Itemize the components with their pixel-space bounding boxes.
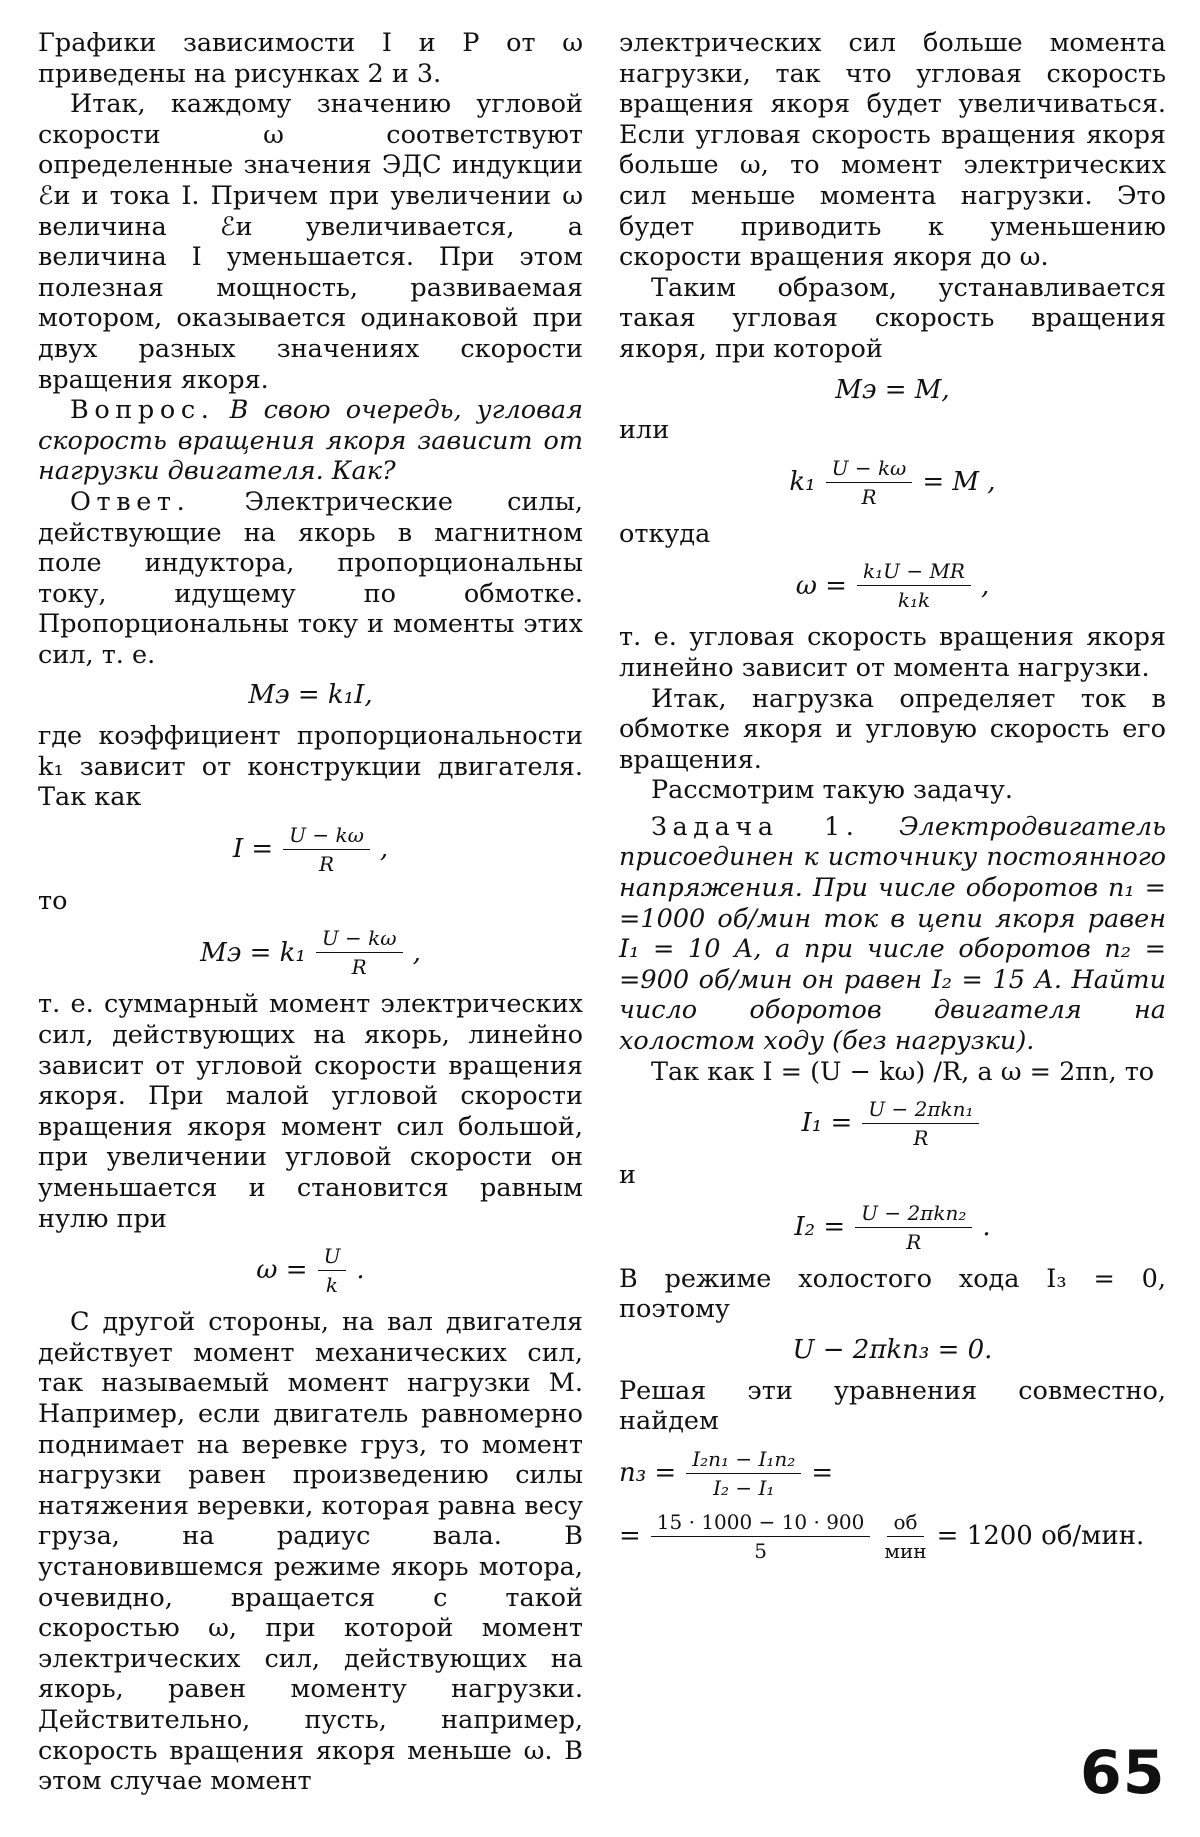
formula-current	[38, 823, 583, 876]
question-text: В свою очередь, угловая скорость вращения якоря зависит от нагрузки двигателя. Как?	[38, 395, 583, 487]
numerator: 15 · 1000 − 10 · 900	[651, 1510, 871, 1537]
denominator: R	[861, 484, 877, 509]
formula-omega	[619, 559, 1166, 612]
fraction	[686, 1447, 801, 1500]
formula-lhs: Mэ = k₁	[200, 937, 306, 968]
paragraph: С другой стороны, на вал двигателя действует момент механических сил, так называемый момент нагрузки M. Например, если двигатель равномерно поднимает на веревке груз, то момент нагрузки равен произведению силы натяжения веревки, которая равна весу груза, на радиус вала. В установившемся режиме якорь мотора, очевидно, вращается с такой скоростью ω, при которой момент электрических сил, действующих на якорь, равен моменту нагрузки. Действительно, пусть, например, скорость вращения якоря меньше ω. В этом случае момент	[38, 1307, 583, 1797]
question-label: Вопрос.	[70, 395, 215, 426]
numerator: U − 2πkn₁	[862, 1097, 979, 1124]
paragraph: то	[38, 885, 68, 916]
formula-equilibrium-expanded	[619, 456, 1166, 509]
paragraph: Таким образом, устанавливается такая угловая скорость вращения якоря, при которой	[619, 272, 1166, 364]
paragraph: или	[619, 415, 670, 446]
formula-tail: ,	[981, 570, 990, 601]
paragraph: Графики зависимости I и P от ω приведены на рисунках 2 и 3.	[38, 28, 583, 89]
paragraph: т. е. угловая скорость вращения якоря линейно зависит от момента нагрузки.	[619, 622, 1166, 683]
fraction	[857, 559, 971, 612]
numerator: U − kω	[283, 823, 370, 850]
formula-idle: U − 2πkn₃ = 0.	[792, 1335, 993, 1365]
formula-moment-omega	[38, 926, 583, 979]
numerator: U − kω	[826, 456, 913, 483]
question	[38, 395, 583, 487]
formula-lhs: I₂ =	[794, 1212, 846, 1243]
formula-tail: .	[982, 1212, 991, 1243]
answer-text: Электрические силы, действующие на якорь в магнитном поле индуктора, пропорциональны току, идущему по обмотке. Пропорциональны току и моменты этих сил, т. е.	[38, 486, 584, 670]
denominator: R	[906, 1229, 922, 1254]
denominator: k₁k	[897, 588, 931, 613]
fraction	[283, 823, 370, 876]
formula-tail: ,	[412, 937, 421, 968]
unit-denominator: мин	[884, 1538, 927, 1563]
paragraph: Решая эти уравнения совместно, найдем	[619, 1375, 1166, 1437]
formula-lhs: ω =	[256, 1255, 308, 1286]
paragraph: Итак, нагрузка определяет ток в обмотке якоря и угловую скорость его вращения.	[619, 683, 1166, 775]
paragraph: откуда	[619, 518, 711, 549]
denominator: k	[325, 1273, 339, 1298]
unit-numerator: об	[887, 1510, 923, 1537]
denominator: R	[913, 1126, 929, 1151]
formula-lhs: n₃ =	[619, 1457, 677, 1488]
formula-result: = 1200 об/мин.	[936, 1520, 1145, 1551]
paragraph: электрических сил больше момента нагрузки, так что угловая скорость вращения якоря будет увеличиваться. Если угловая скорость вращения якоря больше ω, то момент электрических сил меньше момента нагрузки. Это будет приводить к уменьшению скорости вращения якоря до ω.	[619, 28, 1166, 273]
formula-tail: =	[811, 1457, 834, 1488]
formula-i2	[619, 1201, 1166, 1254]
formula-n3-result	[619, 1510, 1166, 1563]
fraction	[316, 926, 403, 979]
formula-tail: ,	[379, 834, 389, 865]
numerator: U − 2πkn₂	[855, 1201, 972, 1228]
formula-i1	[619, 1097, 1166, 1150]
denominator: 5	[754, 1538, 767, 1563]
formula-lhs: I =	[232, 834, 274, 865]
formula-lhs: I₁ =	[801, 1108, 853, 1139]
formula-equilibrium: Mэ = M,	[835, 374, 950, 405]
fraction	[862, 1097, 979, 1150]
paragraph: т. е. суммарный момент электрических сил, действующих на якорь, линейно зависит от угловой скорости вращения якоря. При малой угловой скорости вращения якоря момент сил большой, при увеличении угловой скорости он уменьшается и становится равным нулю при	[38, 989, 583, 1234]
fraction	[651, 1510, 871, 1563]
paragraph: где коэффициент пропорциональности k₁ зависит от конструкции двигателя. Так как	[38, 721, 583, 813]
denominator: R	[318, 851, 335, 876]
denominator: I₂ − I₁	[713, 1475, 775, 1500]
numerator: U	[318, 1244, 347, 1271]
numerator: U − kω	[316, 926, 403, 953]
task-text: Электродвигатель присоединен к источнику постоянного напряжения. При числе оборотов n₁ = =1000 об/мин ток в цепи якоря равен I₁ = 10 А, а при числе оборотов n₂ = =900 об/мин он равен I₂ = 15 А. Найти число оборотов двигателя на холостом ходу (без нагрузки).	[619, 811, 1166, 1057]
numerator: k₁U − MR	[857, 559, 971, 586]
formula-lhs: =	[619, 1520, 641, 1551]
fraction	[318, 1244, 347, 1297]
numerator: I₂n₁ − I₁n₂	[686, 1447, 801, 1474]
fraction	[826, 456, 913, 509]
paragraph: Рассмотрим такую задачу.	[651, 775, 1014, 806]
denominator: R	[351, 955, 367, 980]
fraction	[855, 1201, 972, 1254]
formula-omega-zero	[38, 1244, 583, 1297]
formula-n3	[619, 1447, 1166, 1500]
answer-label: Ответ.	[70, 486, 191, 517]
paragraph: Так как I = (U − kω) /R, а ω = 2πn, то	[651, 1056, 1155, 1087]
paragraph: В режиме холостого хода I₃ = 0, поэтому	[619, 1263, 1166, 1325]
page-number: 65	[1080, 1738, 1166, 1808]
formula-lhs: ω =	[795, 570, 847, 601]
formula-moment: Mэ = k₁I,	[248, 680, 373, 711]
formula-tail: .	[356, 1255, 365, 1286]
unit-fraction	[884, 1510, 926, 1563]
task-label: Задача 1.	[651, 811, 860, 842]
left-column	[38, 28, 583, 1797]
formula-tail: = M ,	[922, 466, 996, 497]
answer	[38, 487, 583, 671]
task	[619, 812, 1166, 1057]
paragraph: и	[619, 1160, 636, 1191]
formula-lhs: k₁	[789, 466, 816, 497]
paragraph: Итак, каждому значению угловой скорости ω соответствуют определенные значения ЭДС индукции ℰи и тока I. Причем при увеличении ω величина ℰи увеличивается, а величина I уменьшается. При этом полезная мощность, развиваемая мотором, оказывается одинаковой при двух разных значениях скорости вращения якоря.	[38, 89, 583, 395]
right-column	[619, 28, 1166, 1573]
